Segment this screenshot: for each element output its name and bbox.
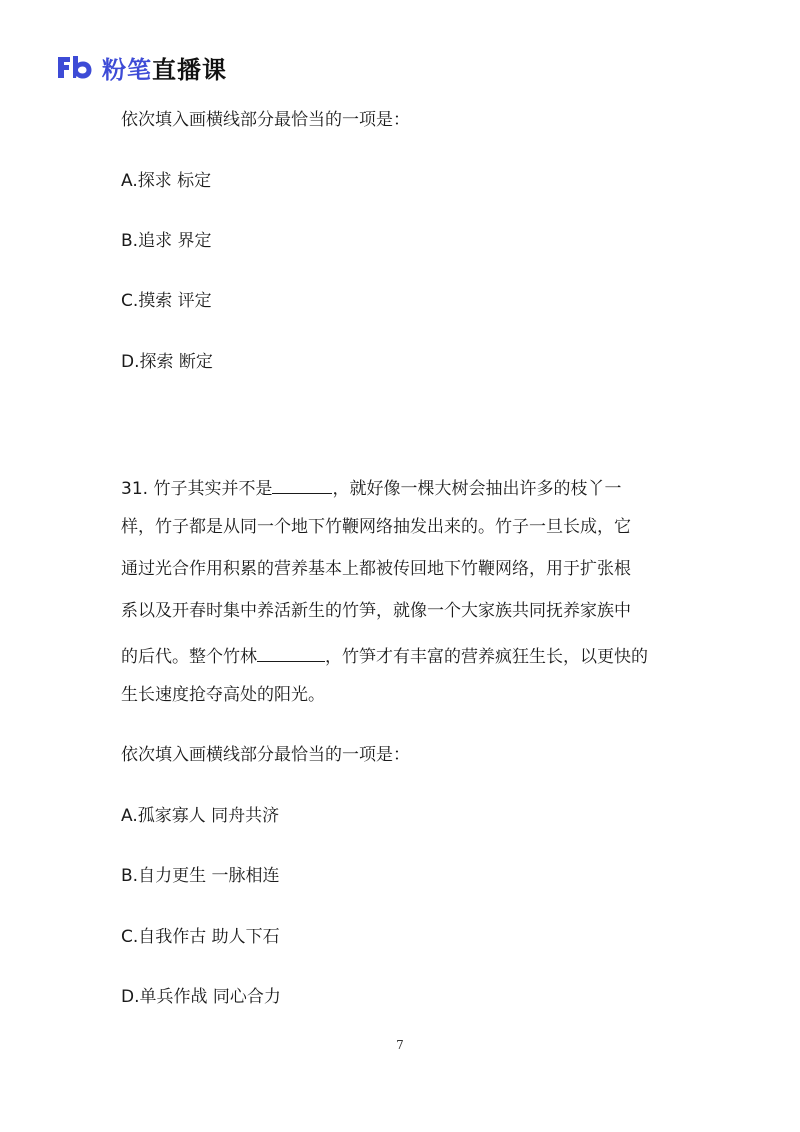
answer-blank-1 (272, 473, 332, 494)
q31-option-a: A.孤家寡人 同舟共济 (121, 806, 280, 826)
q31-line-2: 样，竹子都是从同一个地下竹鞭网络抽发出来的。竹子一旦长成，它 (121, 517, 631, 537)
header-logo (56, 50, 227, 84)
q30-option-c: C.摸索 评定 (121, 291, 212, 311)
brand-part-2: 直播课 (152, 55, 227, 84)
q31-line-1-a: 31. 竹子其实并不是 (121, 479, 273, 499)
q30-option-b: B.追求 界定 (121, 231, 212, 251)
q31-line-3: 通过光合作用积累的营养基本上都被传回地下竹鞭网络，用于扩张根 (121, 559, 631, 579)
brand-part-1: 粉笔 (102, 55, 152, 84)
fb-logo-icon (56, 54, 94, 80)
q31-line-1-b: ，就好像一棵大树会抽出许多的枝丫一 (332, 479, 622, 499)
q31-option-b: B.自力更生 一脉相连 (121, 866, 280, 886)
q31-stem (121, 473, 683, 725)
q31-line-5-a: 的后代。整个竹林 (121, 647, 257, 667)
q31-line-4: 系以及开春时集中养活新生的竹笋，就像一个大家族共同抚养家族中 (121, 601, 631, 621)
q31-line-6: 生长速度抢夺高处的阳光。 (121, 685, 325, 705)
answer-blank-2 (257, 641, 325, 662)
q31-option-c: C.自我作古 助人下石 (121, 927, 280, 947)
q31-option-d: D.单兵作战 同心合力 (121, 987, 281, 1007)
q31-line-5-b: ，竹笋才有丰富的营养疯狂生长，以更快的 (325, 647, 648, 667)
q30-prompt: 依次填入画横线部分最恰当的一项是： (121, 110, 410, 130)
q30-option-a: A.探求 标定 (121, 171, 212, 191)
brand-name (102, 50, 227, 85)
q31-line-5 (121, 641, 683, 683)
q31-line-1 (121, 473, 683, 515)
q30-option-d: D.探索 断定 (121, 352, 213, 372)
page-number: 7 (396, 1038, 404, 1052)
q31-prompt: 依次填入画横线部分最恰当的一项是： (121, 745, 410, 765)
